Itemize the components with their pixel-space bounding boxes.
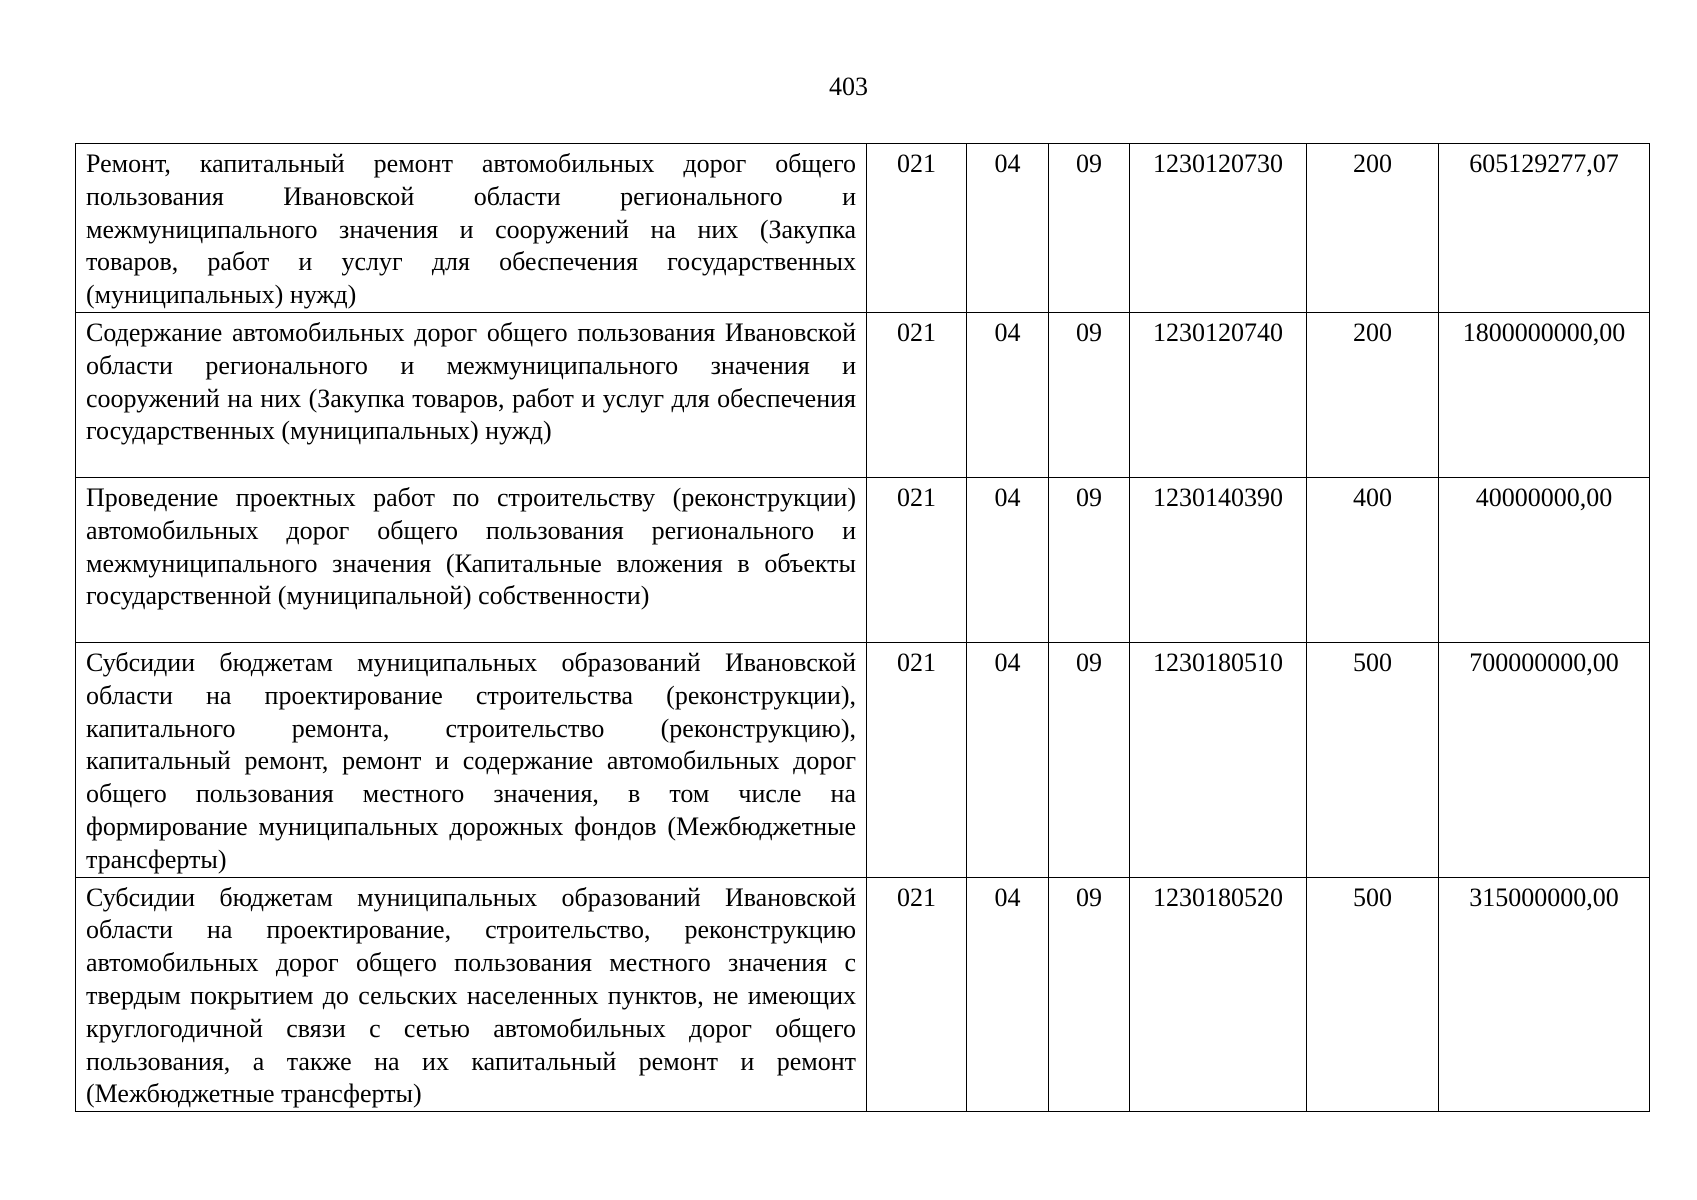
budget-table	[75, 143, 1650, 1112]
table-row	[76, 877, 1650, 1112]
target-article-code: 1230180520	[1130, 877, 1307, 1112]
section-code: 04	[967, 642, 1049, 877]
amount: 315000000,00	[1439, 877, 1650, 1112]
page-number: 403	[829, 72, 868, 101]
subsection-code: 09	[1049, 312, 1130, 477]
ministry-code: 021	[867, 477, 967, 642]
row-description: Субсидии бюджетам муниципальных образований Ивановской области на проектирование, строительство, реконструкцию автомобильных дорог общего пользования местного значения с твердым покрытием до сельских населенных пунктов, не имеющих круглогодичной связи с сетью автомобильных дорог общего пользования, а также на их капитальный ремонт и ремонт (Межбюджетные трансферты)	[76, 877, 867, 1112]
expense-type-code: 200	[1307, 312, 1439, 477]
amount: 605129277,07	[1439, 144, 1650, 313]
expense-type-code: 200	[1307, 144, 1439, 313]
row-description: Содержание автомобильных дорог общего пользования Ивановской области регионального и межмуниципального значения и сооружений на них (Закупка товаров, работ и услуг для обеспечения государственных (муниципальных) нужд)	[76, 312, 867, 477]
ministry-code: 021	[867, 312, 967, 477]
row-description: Проведение проектных работ по строительству (реконструкции) автомобильных дорог общего пользования регионального и межмуниципального значения (Капитальные вложения в объекты государственной (муниципальной) собственности)	[76, 477, 867, 642]
section-code: 04	[967, 877, 1049, 1112]
table-row	[76, 144, 1650, 313]
subsection-code: 09	[1049, 877, 1130, 1112]
row-description: Ремонт, капитальный ремонт автомобильных дорог общего пользования Ивановской области регионального и межмуниципального значения и сооружений на них (Закупка товаров, работ и услуг для обеспечения государственных (муниципальных) нужд)	[76, 144, 867, 313]
ministry-code: 021	[867, 642, 967, 877]
target-article-code: 1230140390	[1130, 477, 1307, 642]
target-article-code: 1230120730	[1130, 144, 1307, 313]
table-row	[76, 642, 1650, 877]
subsection-code: 09	[1049, 642, 1130, 877]
subsection-code: 09	[1049, 477, 1130, 642]
table-row	[76, 477, 1650, 642]
ministry-code: 021	[867, 144, 967, 313]
expense-type-code: 500	[1307, 642, 1439, 877]
target-article-code: 1230180510	[1130, 642, 1307, 877]
expense-type-code: 400	[1307, 477, 1439, 642]
amount: 40000000,00	[1439, 477, 1650, 642]
ministry-code: 021	[867, 877, 967, 1112]
table-row	[76, 312, 1650, 477]
subsection-code: 09	[1049, 144, 1130, 313]
amount: 700000000,00	[1439, 642, 1650, 877]
target-article-code: 1230120740	[1130, 312, 1307, 477]
row-description: Субсидии бюджетам муниципальных образований Ивановской области на проектирование строительства (реконструкции), капитального ремонта, строительство (реконструкцию), капитальный ремонт, ремонт и содержание автомобильных дорог общего пользования местного значения, в том числе на формирование муниципальных дорожных фондов (Межбюджетные трансферты)	[76, 642, 867, 877]
section-code: 04	[967, 477, 1049, 642]
section-code: 04	[967, 312, 1049, 477]
expense-type-code: 500	[1307, 877, 1439, 1112]
amount: 1800000000,00	[1439, 312, 1650, 477]
section-code: 04	[967, 144, 1049, 313]
